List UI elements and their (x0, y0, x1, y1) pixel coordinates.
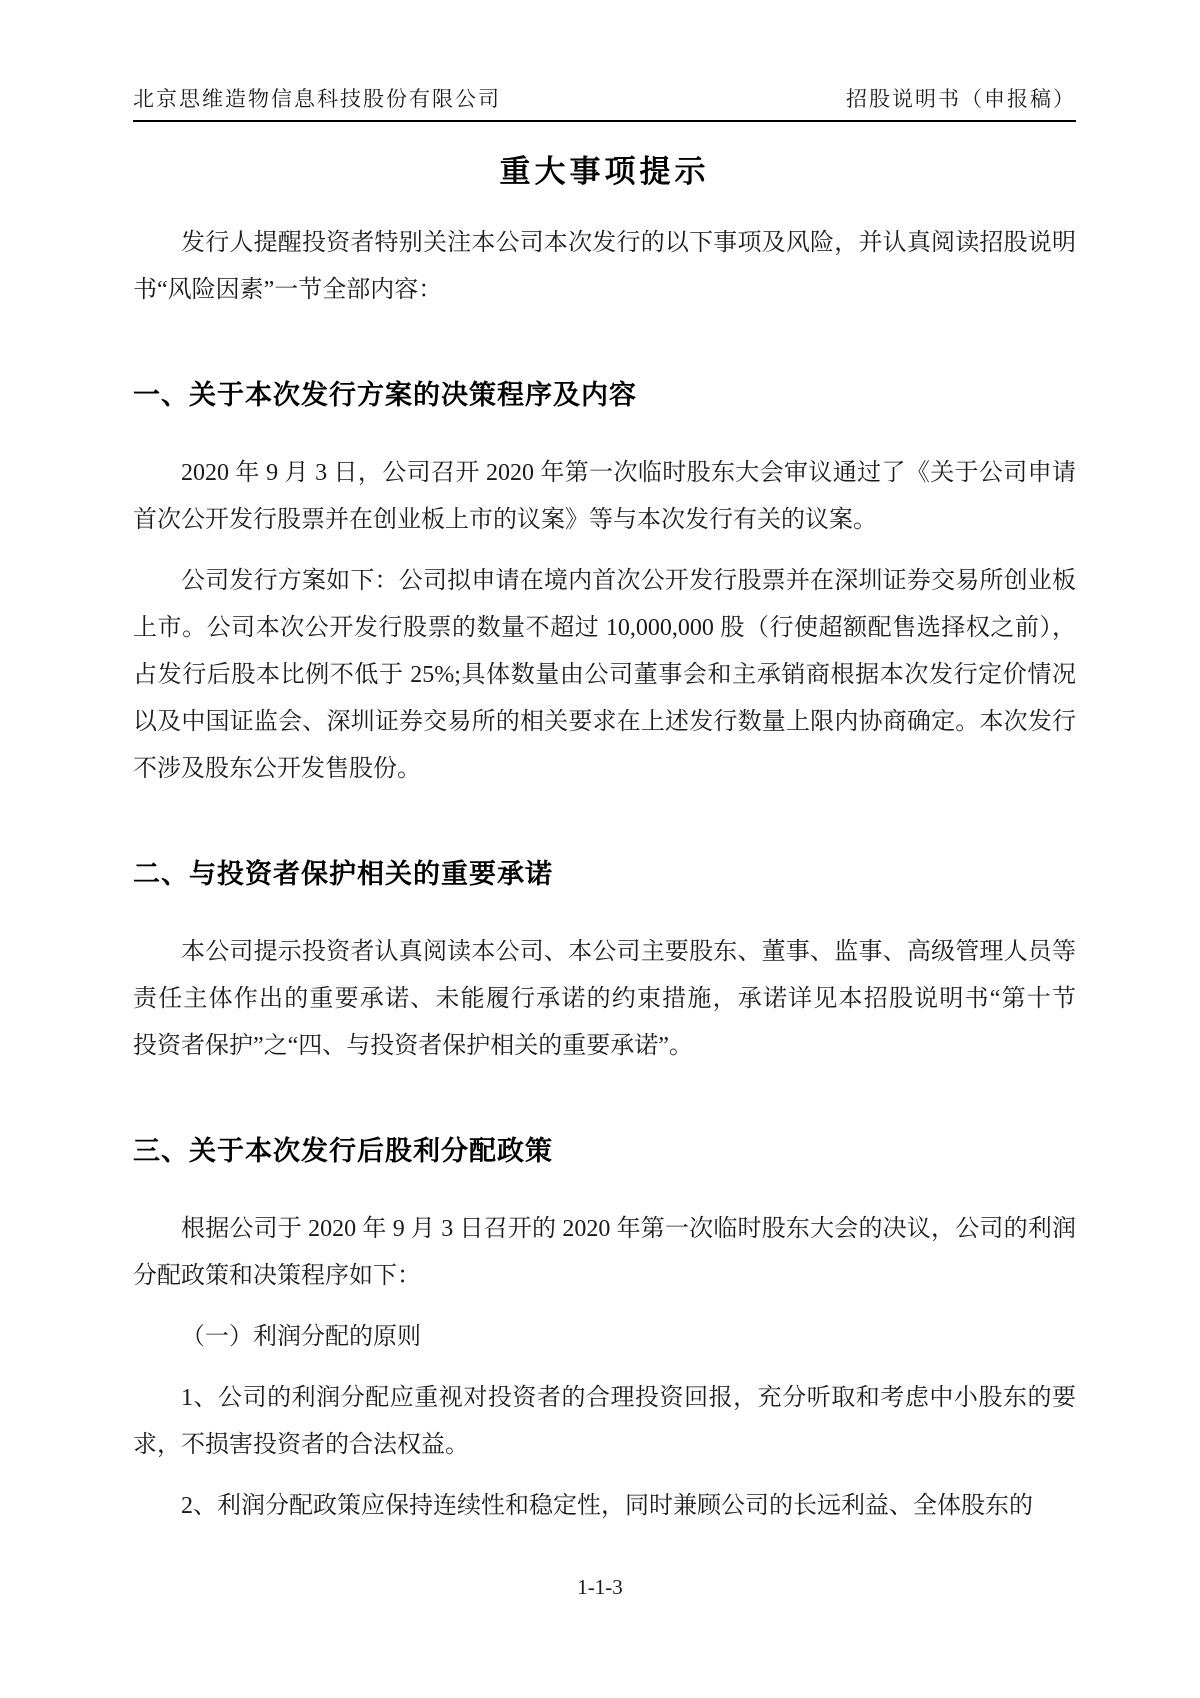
header-doc-label: 招股说明书（申报稿） (846, 87, 1076, 111)
section-3-item-1: 1、公司的利润分配应重视对投资者的合理投资回报，充分听取和考虑中小股东的要求，不损害投资者的合法权益。 (133, 1385, 1076, 1458)
section-1-paragraph-1: 2020 年 9 月 3 日，公司召开 2020 年第一次临时股东大会审议通过了《关于公司申请首次公开发行股票并在创业板上市的议案》等与本次发行有关的议案。 (133, 460, 1076, 533)
section-3-subheading-principles: （一）利润分配的原则 (181, 1324, 421, 1350)
section-investor-protection (133, 857, 1100, 1070)
section-3-heading: 三、关于本次发行后股利分配政策 (133, 1136, 553, 1167)
section-2-paragraph-1: 本公司提示投资者认真阅读本公司、本公司主要股东、董事、监事、高级管理人员等责任主体作出的重要承诺、未能履行承诺的约束措施，承诺详见本招股说明书“第十节 投资者保护”之“四、与投资者保护相关的重要承诺”。 (133, 939, 1100, 1059)
section-1-paragraph-2: 公司发行方案如下：公司拟申请在境内首次公开发行股票并在深圳证券交易所创业板上市。公司本次公开发行股票的数量不超过 10,000,000 股（行使超额配售选择权之前），占发行后股本比例不低于 25%;具体数量由公司董事会和主承销商根据本次发行定价情况以及中国证监会、深圳证券交易所的相关要求在上述发行数量上限内协商确定。本次发行不涉及股东公开发售股份。 (133, 568, 1076, 782)
page-number: 1-1-3 (577, 1575, 623, 1599)
section-2-heading: 二、与投资者保护相关的重要承诺 (133, 859, 553, 890)
page-title: 重大事项提示 (499, 154, 710, 190)
page-footer (0, 1575, 1200, 1600)
page-header (133, 83, 1076, 122)
intro-paragraph: 发行人提醒投资者特别关注本公司本次发行的以下事项及风险，并认真阅读招股说明书“风险因素”一节全部内容： (133, 230, 1076, 303)
header-company-name: 北京思维造物信息科技股份有限公司 (133, 87, 501, 111)
section-3-item-2: 2、利润分配政策应保持连续性和稳定性，同时兼顾公司的长远利益、全体股东的 (181, 1493, 1033, 1519)
section-3-paragraph-1: 根据公司于 2020 年 9 月 3 日召开的 2020 年第一次临时股东大会的决议，公司的利润分配政策和决策程序如下： (133, 1216, 1076, 1289)
section-dividend-policy (133, 1134, 1076, 1530)
section-1-heading: 一、关于本次发行方案的决策程序及内容 (133, 380, 637, 411)
section-issuance-plan (133, 378, 1076, 793)
